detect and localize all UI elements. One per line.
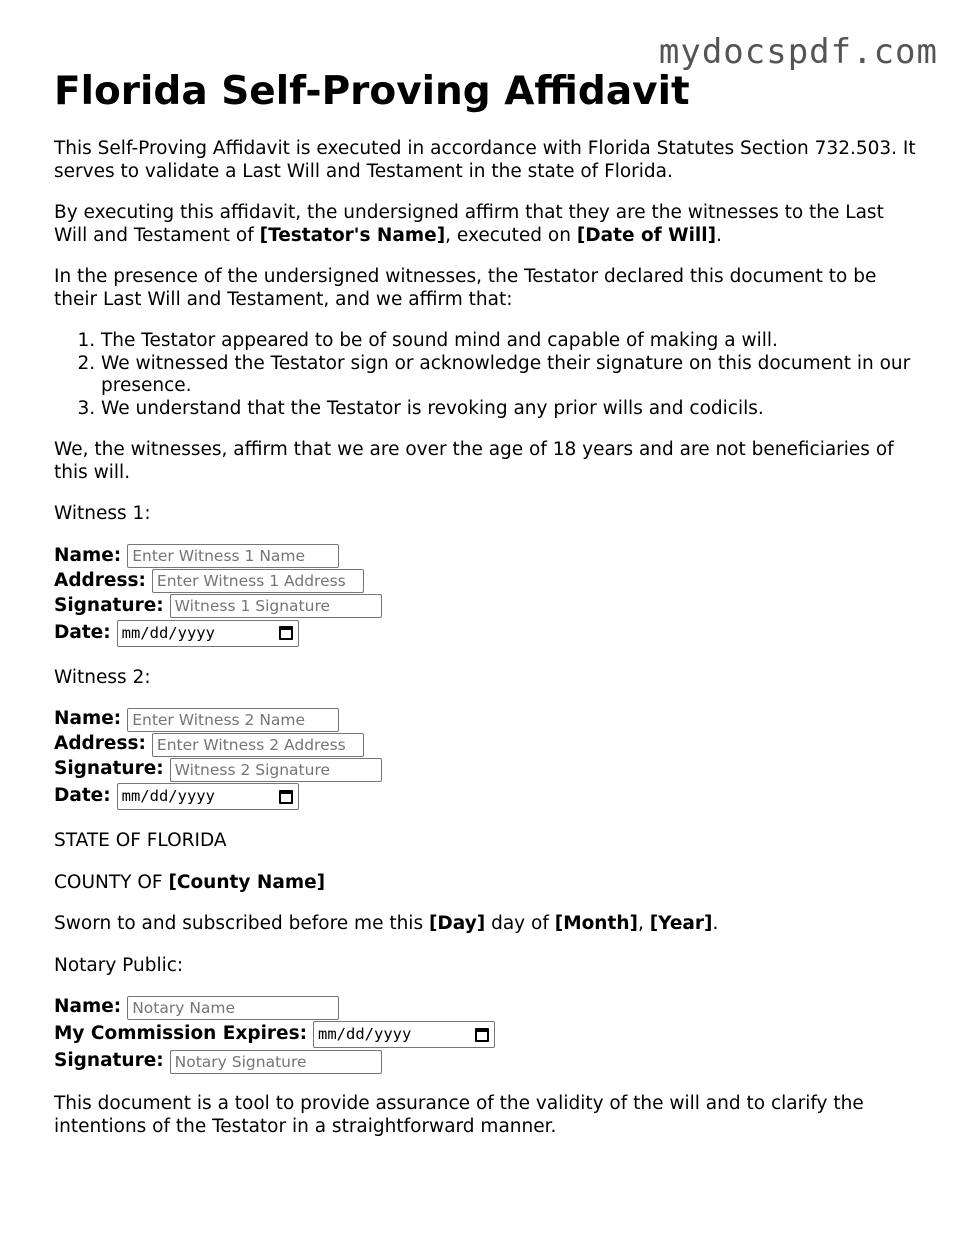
- witness1-address-input[interactable]: [152, 569, 364, 593]
- notary-heading: Notary Public:: [54, 954, 184, 976]
- witness1-fields: [54, 544, 922, 648]
- name-label: Name:: [54, 544, 122, 566]
- presence-paragraph: In the presence of the undersigned witnesses, the Testator declared this document to be their Last Will and Testament, and we affirm that:: [54, 266, 877, 310]
- affirm-paragraph: [54, 202, 922, 247]
- witness2-fields: [54, 707, 922, 811]
- date-label: Date:: [54, 785, 111, 807]
- witness2-address-row: [54, 732, 922, 757]
- sworn-line: [54, 913, 922, 936]
- list-item: 2. We witnessed the Testator sign or acknowledge their signature on this document in our presence.: [101, 353, 922, 398]
- state-line: STATE OF FLORIDA: [54, 830, 227, 851]
- sworn-prefix: Sworn to and subscribed before me this: [54, 913, 429, 934]
- affirm-suffix: .: [716, 224, 722, 246]
- calendar-icon[interactable]: [279, 790, 293, 804]
- witness2-signature-row: [54, 757, 922, 782]
- witness2-date-input[interactable]: [117, 783, 299, 810]
- document: [54, 68, 922, 1138]
- page-title: Florida Self-Proving Affidavit: [54, 69, 690, 114]
- watermark: mydocspdf.com: [658, 32, 938, 72]
- intro-paragraph: This Self-Proving Affidavit is executed in accordance with Florida Statutes Section 732.503. It serves to validate a Last Will and Testament in the state of Florida.: [54, 138, 916, 182]
- commission-date-input[interactable]: [313, 1021, 495, 1048]
- witness1-date-row: [54, 619, 922, 648]
- witness2-address-input[interactable]: [152, 733, 364, 757]
- address-label: Address:: [54, 733, 146, 755]
- date-label: Date:: [54, 621, 111, 643]
- signature-label: Signature:: [54, 1050, 164, 1072]
- notary-commission-row: [54, 1020, 922, 1049]
- witness2-signature-input[interactable]: [170, 758, 382, 782]
- address-label: Address:: [54, 569, 146, 591]
- will-date-placeholder: [Date of Will]: [576, 224, 717, 246]
- sworn-suffix: .: [712, 913, 719, 934]
- witness1-address-row: [54, 569, 922, 594]
- date-placeholder: mm/dd/yyyy: [121, 787, 215, 806]
- sworn-mid1: day of: [485, 913, 555, 934]
- commission-label: My Commission Expires:: [54, 1023, 308, 1045]
- list-item: 1. The Testator appeared to be of sound mind and capable of making a will.: [101, 330, 922, 353]
- witness1-date-input[interactable]: [117, 620, 299, 647]
- testator-name-placeholder: [Testator's Name]: [259, 224, 446, 246]
- witness1-heading: Witness 1:: [54, 503, 151, 524]
- county-prefix: COUNTY OF: [54, 871, 169, 893]
- county-line: [54, 872, 922, 895]
- list-item: 3. We understand that the Testator is revoking any prior wills and codicils.: [101, 398, 922, 421]
- name-label: Name:: [54, 996, 122, 1018]
- witness2-name-input[interactable]: [127, 708, 339, 732]
- date-placeholder: mm/dd/yyyy: [121, 623, 215, 642]
- witness2-heading: Witness 2:: [54, 666, 151, 688]
- witness1-name-input[interactable]: [127, 544, 339, 568]
- affirm-prefix: By executing this affidavit, the undersigned affirm that they are the witnesses to the Last Will and Testament of: [54, 202, 884, 246]
- notary-fields: [54, 995, 922, 1074]
- county-name-placeholder: [County Name]: [168, 871, 326, 893]
- witness1-name-row: [54, 544, 922, 569]
- date-placeholder: mm/dd/yyyy: [318, 1025, 412, 1044]
- signature-label: Signature:: [54, 594, 164, 616]
- day-placeholder: [Day]: [428, 913, 486, 934]
- name-label: Name:: [54, 708, 122, 730]
- calendar-icon[interactable]: [279, 626, 293, 640]
- witness1-signature-input[interactable]: [170, 594, 382, 618]
- notary-name-input[interactable]: [127, 996, 339, 1020]
- witness1-signature-row: [54, 594, 922, 619]
- age-statement: We, the witnesses, affirm that we are over the age of 18 years and are not beneficiaries of this will.: [54, 439, 894, 483]
- calendar-icon[interactable]: [475, 1028, 489, 1042]
- year-placeholder: [Year]: [649, 913, 713, 934]
- closing-paragraph: This document is a tool to provide assurance of the validity of the will and to clarify the intentions of the Testator in a straightforward manner.: [54, 1093, 864, 1137]
- notary-name-row: [54, 995, 922, 1020]
- sworn-mid2: ,: [637, 913, 650, 934]
- signature-label: Signature:: [54, 758, 164, 780]
- notary-signature-row: [54, 1049, 922, 1074]
- notary-signature-input[interactable]: [170, 1050, 382, 1074]
- month-placeholder: [Month]: [554, 913, 638, 934]
- affirmation-list: [54, 330, 922, 420]
- affirm-middle: , executed on: [445, 224, 577, 246]
- witness2-name-row: [54, 707, 922, 732]
- witness2-date-row: [54, 782, 922, 811]
